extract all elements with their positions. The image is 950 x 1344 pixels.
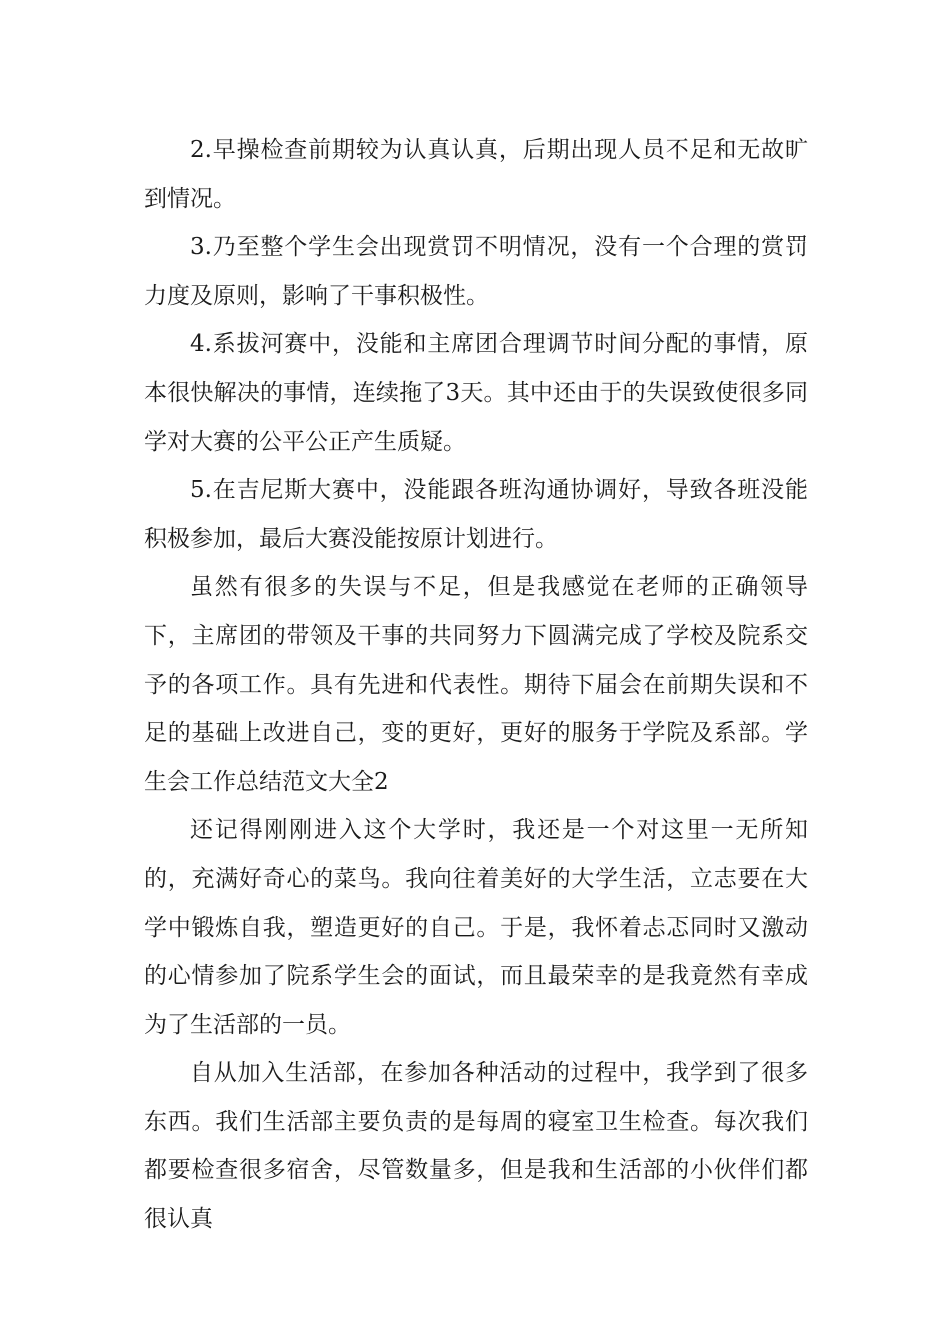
paragraph-item-5: 5.在吉尼斯大赛中，没能跟各班沟通协调好，导致各班没能积极参加，最后大赛没能按原计划进行。	[144, 477, 808, 552]
paragraph-item-2: 2.早操检查前期较为认真认真，后期出现人员不足和无故旷到情况。	[144, 137, 808, 212]
paragraph-item-3: 3.乃至整个学生会出现赏罚不明情况，没有一个合理的赏罚力度及原则，影响了干事积极性。	[144, 234, 808, 309]
paragraph-summary: 虽然有很多的失误与不足，但是我感觉在老师的正确领导下，主席团的带领及干事的共同努力下圆满完成了学校及院系交予的各项工作。具有先进和代表性。期待下届会在前期失误和不足的基础上改进自己，变的更好，更好的服务于学院及系部。学生会工作总结范文大全2	[144, 574, 808, 795]
paragraph-item-4: 4.系拔河赛中，没能和主席团合理调节时间分配的事情，原本很快解决的事情，连续拖了3天。其中还由于的失误致使很多同学对大赛的公平公正产生质疑。	[144, 331, 808, 455]
paragraph-recollection: 还记得刚刚进入这个大学时，我还是一个对这里一无所知的，充满好奇心的菜鸟。我向往着美好的大学生活，立志要在大学中锻炼自我，塑造更好的自己。于是，我怀着忐忑同时又激动的心情参加了院系学生会的面试，而且最荣幸的是我竟然有幸成为了生活部的一员。	[144, 817, 808, 1038]
paragraph-life-department: 自从加入生活部，在参加各种活动的过程中，我学到了很多东西。我们生活部主要负责的是每周的寝室卫生检查。每次我们都要检查很多宿舍，尽管数量多，但是我和生活部的小伙伴们都很认真	[144, 1060, 808, 1233]
document-body	[144, 126, 808, 1244]
